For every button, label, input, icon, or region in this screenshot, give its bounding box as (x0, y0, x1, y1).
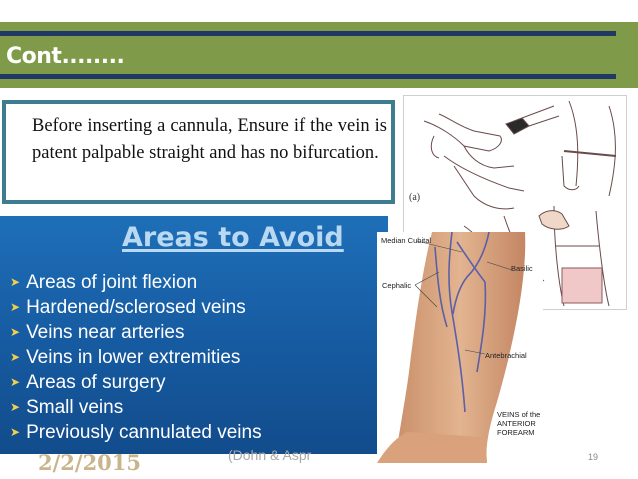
areas-to-avoid-title: Areas to Avoid (122, 222, 344, 253)
arrow-bullet-icon: ➤ (10, 275, 21, 289)
title-bar (0, 22, 638, 88)
title-rule-bottom (0, 74, 616, 79)
label-median-cubital: Median Cubital (381, 236, 432, 245)
citation-text: (Dohn & Aspr (228, 447, 312, 463)
list-item: ➤ Previously cannulated veins (10, 422, 262, 443)
list-item: ➤ Hardened/sclerosed veins (10, 297, 246, 318)
arrow-bullet-icon: ➤ (10, 400, 21, 414)
title-rule-top (0, 31, 616, 36)
slide-date: 2/2/2015 (38, 450, 142, 475)
list-item: ➤ Veins near arteries (10, 322, 185, 343)
areas-to-avoid-list (10, 270, 262, 445)
arrow-bullet-icon: ➤ (10, 325, 21, 339)
arrow-bullet-icon: ➤ (10, 425, 21, 439)
label-cephalic: Cephalic (382, 281, 412, 290)
diagram-caption-line-1: VEINS of the (497, 410, 541, 419)
label-basilic: Basilic (511, 264, 533, 273)
body-text: Before inserting a cannula, Ensure if the vein is patent palpable straight and has no bifurcation. (32, 116, 387, 163)
forearm-veins-diagram (377, 232, 543, 463)
diagram-caption-line-3: FOREARM (497, 428, 535, 437)
label-antebrachial: Antebrachial (485, 351, 527, 360)
slide-title: Cont........ (6, 44, 125, 69)
arrow-bullet-icon: ➤ (10, 300, 21, 314)
arrow-bullet-icon: ➤ (10, 375, 21, 389)
list-item: ➤ Veins in lower extremities (10, 347, 241, 368)
areas-to-avoid-panel (0, 216, 388, 454)
list-item: ➤ Small veins (10, 397, 124, 418)
arrow-bullet-icon: ➤ (10, 350, 21, 364)
diagram-caption-line-2: ANTERIOR (497, 419, 536, 428)
list-item: ➤ Areas of joint flexion (10, 272, 198, 293)
page-number: 19 (588, 452, 599, 462)
figure-label: (a) (409, 192, 421, 203)
list-item: ➤ Areas of surgery (10, 372, 166, 393)
body-text-box (2, 100, 395, 204)
